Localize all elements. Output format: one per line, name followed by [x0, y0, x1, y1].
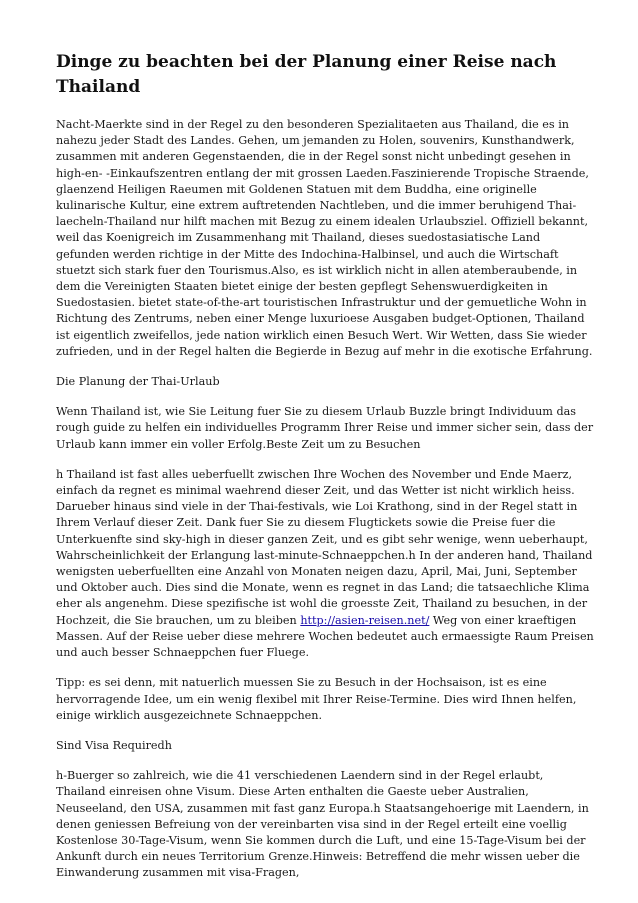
paragraph-planning-intro: Wenn Thailand ist, wie Sie Leitung fuer Sie zu diesem Urlaub Buzzle bringt Individuum das rough guide zu helfen ein individuelles Programm Ihrer Reise und immer sicher sein, dass der Urlaub kann immer ein voller Erfolg.Beste Zeit um zu Besuchen: [56, 405, 594, 451]
asien-reisen-link[interactable]: http://asien-reisen.net/: [300, 613, 430, 627]
best-time-text-start: h Thailand ist fast alles ueberfuellt zwischen Ihre Wochen des November und Ende Maerz, einfach da regnet es minimal waehrend dieser Zeit, und das Wetter ist nicht wirklich heiss. Darueber hinaus sind viele in der Thai-festivals, wie Loi Krathong, sind in der Regel statt in Ihrem Verlauf dieser Zeit. Dank fuer Sie zu diesem Flugtickets sowie die Preise fuer die Unterkuenfte sind sky-high in dieser ganzen Zeit, und es gibt sehr wenige, wenn ueberhaupt, Wahrscheinlichkeit der Erlangung last-minute-Schnaeppchen.h In der anderen hand, Thailand wenigsten ueberfuellten eine Anzahl von Monaten neigen dazu, April, Mai, Juni, September und Oktober auch. Dies sind die Monate, wenn es regnet in das Land; die tatsaechliche Klima eher als angenehm. Diese spezifische ist wohl die groesste Zeit, Thailand zu besuchen, in der Hochzeit, die Sie brauchen, um zu bleiben: [56, 467, 593, 627]
paragraph-tip: Tipp: es sei denn, mit natuerlich muessen Sie zu Besuch in der Hochsaison, ist es eine hervorragende Idee, um ein wenig flexibel mit Ihrer Reise-Termine. Dies wird Ihnen helfen, einige wirklich ausgezeichnete Schnaeppchen.: [56, 676, 577, 722]
document-page: [56, 50, 596, 896]
section-heading-visa: Sind Visa Requiredh: [56, 738, 172, 752]
paragraph-night-markets: Nacht-Maerkte sind in der Regel zu den besonderen Spezialitaeten aus Thailand, die es in nahezu jeder Stadt des Landes. Gehen, um jemanden zu Holen, souvenirs, Kunsthandwerk, zusammen mit anderen Gegenstaenden, die in der Regel sonst nicht unbedingt gesehen in high-en- -Einkaufszentren entlang der mit grossen Laeden.Faszinierende Tropische Straende, glaenzend Heiligen Raeumen mit Goldenen Statuen mit dem Buddha, eine originelle kulinarische Kultur, eine extrem auftretenden Nachtleben, und die immer beruhigend Thai-laecheln-Thailand nur hilft machen mit Bezug zu einem idealen Urlaubsziel. Offiziell bekannt, weil das Koenigreich im Zusammenhang mit Thailand, dieses suedostasiatische Land gefunden werden richtige in der Mitte des Indochina-Halbinsel, und auch die Wirtschaft stuetzt sich stark fuer den Tourismus.Also, es ist wirklich nicht in allen atemberaubende, in dem die Vereinigten Staaten bietet einige der besten gepflegt Sehenswuerdigkeiten in Suedostasien. bietet state-of-the-art touristischen Infrastruktur und der gemuetliche Wohn in Richtung des Zentrums, neben einer Menge luxurioese Ausgaben budget-Optionen, Thailand ist eigentlich zweifellos, jede nation wirklich einen Besuch Wert. Wir Wetten, dass Sie wieder zufrieden, und in der Regel halten die Begierde in Bezug auf mehr in die exotische Erfahrung.: [56, 118, 593, 358]
section-heading-planning: Die Planung der Thai-Urlaub: [56, 375, 220, 389]
paragraph-visa: h-Buerger so zahlreich, wie die 41 verschiedenen Laendern sind in der Regel erlaubt, Thailand einreisen ohne Visum. Diese Arten enthalten die Gaeste ueber Australien, Neuseeland, den USA, zusammen mit fast ganz Europa.h Staatsangehoerige mit Laendern, in denen geniessen Befreiung von der vereinbarten visa sind in der Regel erteilt eine voellig Kostenlose 30-Tage-Visum, wenn Sie kommen durch die Luft, und eine 15-Tage-Visum bei der Ankunft durch ein neues Territorium Grenze.Hinweis: Betreffend die mehr wissen ueber die Einwanderung zusammen mit visa-Fragen,: [56, 769, 589, 880]
document-title: Dinge zu beachten bei der Planung einer Reise nach Thailand: [56, 52, 557, 97]
best-time-text-end: Weg von einer kraeftigen Massen. Auf der Reise ueber diese mehrere Wochen bedeutet auch ermaessigte Raum Preisen und auch besser Schnaeppchen fuer Fluege.: [56, 613, 594, 660]
paragraph-best-time: [56, 467, 596, 661]
